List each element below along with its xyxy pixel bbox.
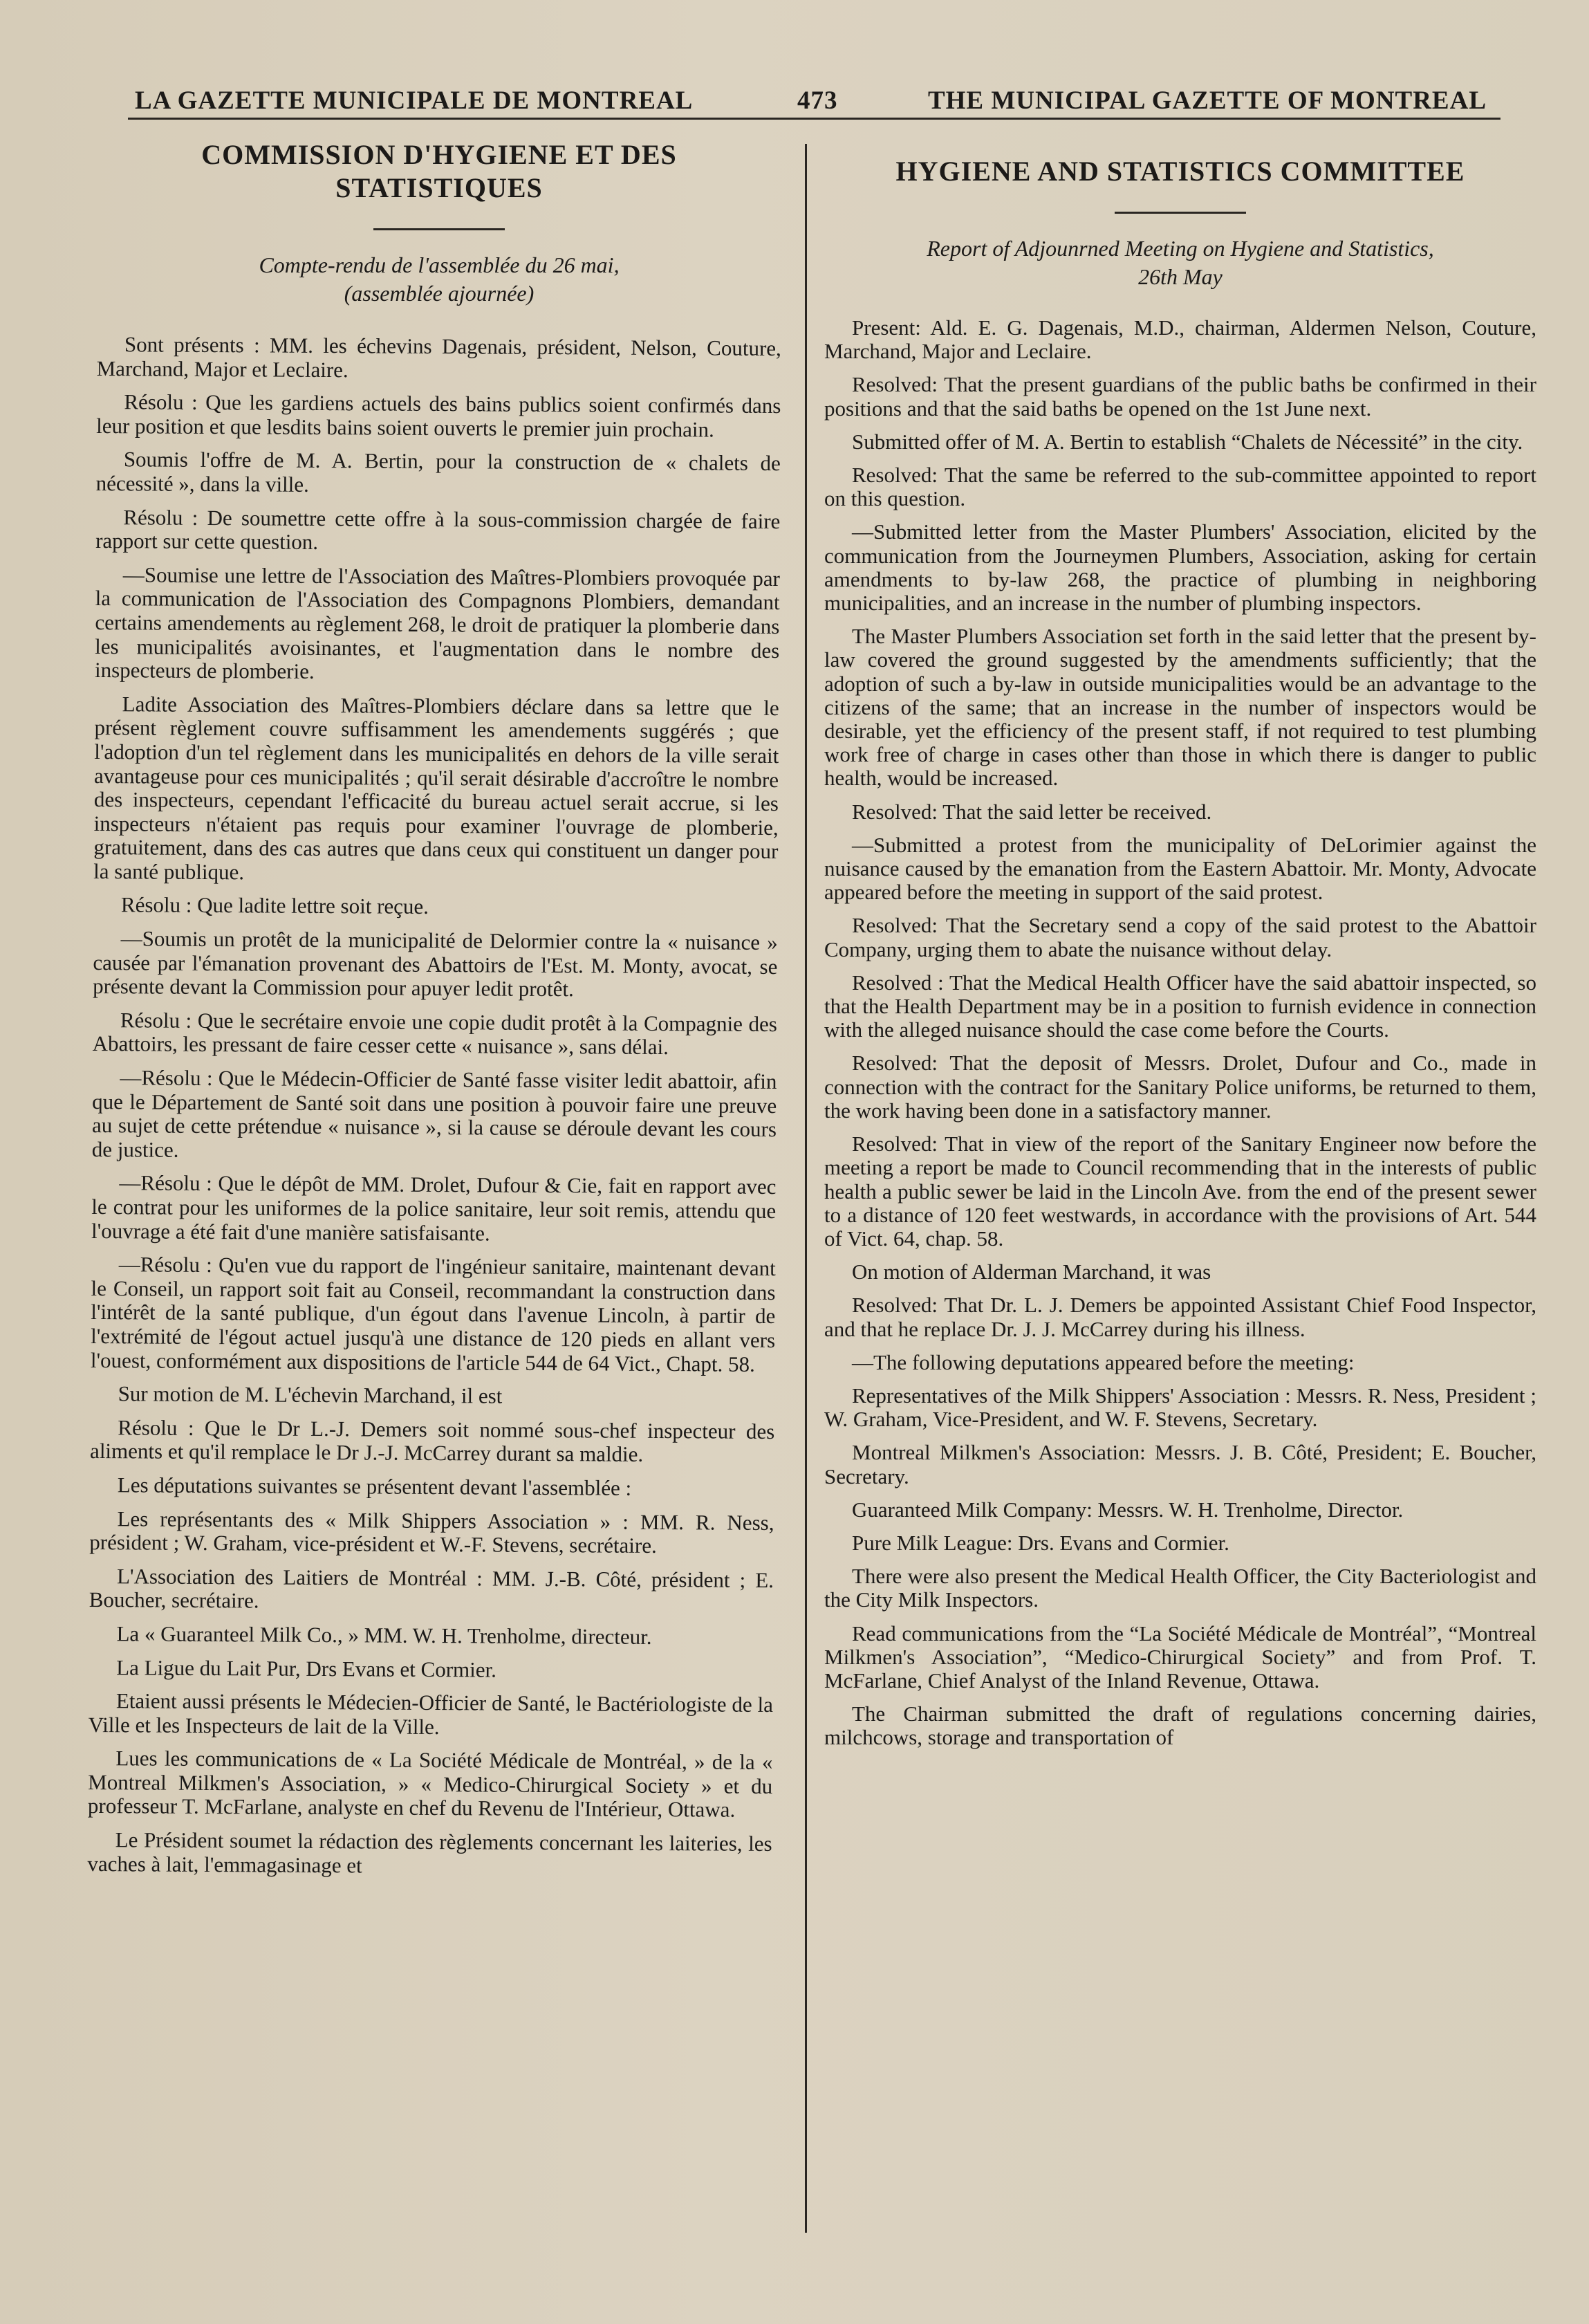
english-paragraph: —Submitted a protest from the municipality of DeLorimier against the nuisance caused by the emanation from the Eastern Abattoir. Mr. Monty, Advocate appeared before the meeting in support of the said protest. (824, 832, 1536, 905)
french-paragraph: Etaient aussi présents le Médecien-Officier de Santé, le Bactériologiste de la Ville et les Inspecteurs de lait de la Ville. (88, 1688, 774, 1739)
english-paragraph: There were also present the Medical Health Officer, the City Bacteriologist and the City Milk Inspectors. (824, 1564, 1536, 1612)
header-french-title: LA GAZETTE MUNICIPALE DE MONTREAL (135, 86, 694, 115)
english-column (824, 138, 1536, 1760)
french-subtitle-line: (assemblée ajournée) (344, 281, 535, 306)
french-paragraph: La Ligue du Lait Pur, Drs Evans et Cormier. (116, 1654, 497, 1682)
english-paragraph: Representatives of the Milk Shippers' Association : Messrs. R. Ness, President ; W. Graham, Vice-President, and W. F. Stevens, Secretary. (824, 1383, 1536, 1432)
english-paragraph: Present: Ald. E. G. Dagenais, M.D., chairman, Aldermen Nelson, Couture, Marchand, Major and Leclaire. (824, 315, 1536, 364)
english-subtitle-line: 26th May (1138, 264, 1223, 289)
french-paragraph: Soumis l'offre de M. A. Bertin, pour la construction de « chalets de nécessité », dans la ville. (95, 447, 781, 497)
english-body (824, 316, 1536, 1750)
header-rule (128, 118, 1500, 120)
french-paragraph: —Résolu : Qu'en vue du rapport de l'ingénieur sanitaire, maintenant devant le Conseil, un rapport soit fait au Conseil, recommandant la construction dans l'intérêt de la santé publique, d'un égout dans l'avenue Lincoln, à partir de l'extrémité de l'égout actuel jusqu'à une distance de 120 pieds en allant vers l'ouest, conformément aux dispositions de l'article 544 de 64 Vict., Chapt. 58. (90, 1252, 776, 1376)
french-heading-rule (373, 228, 505, 230)
french-paragraph: —Résolu : Que le dépôt de MM. Drolet, Dufour & Cie, fait en rapport avec le contrat pour les uniformes de la police sanitaire, leur soit remis, attendu que l'ouvrage a été fait d'une manière satisfaisante. (91, 1170, 777, 1246)
column-divider (805, 144, 807, 2233)
french-body (87, 333, 781, 1880)
english-heading-rule (1115, 212, 1246, 214)
french-paragraph: Le Président soumet la rédaction des règlements concernant les laiteries, les vaches à lait, l'emmagasinage et (87, 1827, 772, 1878)
french-paragraph: La « Guaranteel Milk Co., » MM. W. H. Trenholme, directeur. (116, 1621, 652, 1649)
french-paragraph: Résolu : Que les gardiens actuels des bains publics soient confirmés dans leur position et que lesdits bains soient ouverts le premier juin prochain. (96, 389, 781, 442)
french-paragraph: Lues les communications de « La Société Médicale de Montréal, » de la « Montreal Milkmen's Association, » « Medico-Chirurgical Society » et du professeur T. McFarlane, analyste en chef du Revenu de l'Intérieur, Ottawa. (87, 1746, 773, 1823)
french-paragraph: L'Association des Laitiers de Montréal : MM. J.-B. Côté, président ; E. Boucher, secrétaire. (89, 1563, 774, 1613)
english-paragraph: Guaranteed Milk Company: Messrs. W. H. Trenholme, Director. (852, 1497, 1404, 1522)
english-paragraph: The Chairman submitted the draft of regulations concerning dairies, milchcows, storage and transportation of (824, 1702, 1536, 1750)
english-paragraph: Montreal Milkmen's Association: Messrs. J. B. Côté, President; E. Boucher, Secretary. (824, 1440, 1536, 1488)
english-paragraph: Read communications from the “La Société Médicale de Montréal”, “Montreal Milkmen's Association”, “Medico-Chirurgical Society” and from Prof. T. McFarlane, Chief Analyst of the Inland Revenue, Ottawa. (824, 1621, 1536, 1693)
page-number: 473 (797, 86, 838, 115)
french-paragraph: Ladite Association des Maîtres-Plombiers déclare dans sa lettre que le présent règlement couvre suffisamment les amendements suggérés ; que l'adoption d'un tel règlement dans les municipalités en dehors de la ville serait avantageuse pour ces municipalités ; qu'il serait désirable d'accroître le nombre des inspecteurs, cependant l'efficacité du bureau actuel serait accrue, si les inspecteurs n'étaient pas requis pour examiner l'ouvrage de plomberie, gratuitement, dans des cas autres que dans ceux qui constituent un danger pour la santé publique. (93, 691, 779, 885)
english-paragraph: Resolved: That the Secretary send a copy of the said protest to the Abattoir Company, urging them to abate the nuisance without delay. (824, 913, 1536, 961)
english-paragraph: Resolved: That Dr. L. J. Demers be appointed Assistant Chief Food Inspector, and that he replace Dr. J. J. McCarrey during his illness. (824, 1293, 1536, 1341)
french-paragraph: —Soumis un protêt de la municipalité de Delormier contre la « nuisance » causée par l'émanation provenant des Abattoirs de l'Est. M. Monty, avocat, se présente devant la Commission pour apuyer ledit protêt. (93, 926, 778, 1002)
english-paragraph: —Submitted letter from the Master Plumbers' Association, elicited by the communication from the Journeymen Plumbers, Association, asking for certain amendments to by-law 268, the practice of plumbing in neighboring municipalities, and an increase in the number of plumbing inspectors. (824, 519, 1536, 616)
french-paragraph: Les députations suivantes se présentent devant l'assemblée : (117, 1473, 632, 1500)
french-paragraph: Résolu : Que le Dr L.-J. Demers soit nommé sous-chef inspecteur des aliments et qu'il remplace le Dr J.-J. McCarrey durant sa maldie. (90, 1414, 775, 1467)
english-paragraph: —The following deputations appeared before the meeting: (852, 1349, 1355, 1374)
english-paragraph: On motion of Alderman Marchand, it was (852, 1260, 1211, 1284)
english-heading-line: HYGIENE AND STATISTICS COMMITTEE (895, 156, 1465, 187)
english-paragraph: Pure Milk League: Drs. Evans and Cormier. (852, 1530, 1229, 1555)
french-heading-line: COMMISSION D'HYGIENE ET DES (201, 139, 677, 170)
english-subtitle-line: Report of Adjounrned Meeting on Hygiene and Statistics, (927, 236, 1434, 261)
english-heading (824, 155, 1536, 188)
french-paragraph: —Soumise une lettre de l'Association des Maîtres-Plombiers provoquée par la communication de l'Association des Compagnons Plombiers, demandant certains amendements au règlement 268, le droit de pratiquer la plomberie dans les municipalités avoisinantes, et l'augmentation dans le nombre des inspecteurs de plomberie. (94, 562, 780, 684)
french-subtitle (97, 251, 781, 308)
english-subtitle (824, 234, 1536, 291)
french-paragraph: Résolu : De soumettre cette offre à la sous-commission chargée de faire rapport sur cette question. (95, 504, 781, 555)
english-paragraph: Resolved: That the deposit of Messrs. Drolet, Dufour and Co., made in connection with the contract for the Sanitary Police uniforms, be returned to them, the work having been done in a satisfactory manner. (824, 1051, 1536, 1123)
french-heading (97, 138, 781, 205)
english-paragraph: Resolved: That the same be referred to the sub-committee appointed to report on this question. (824, 463, 1536, 511)
french-heading-line: STATISTIQUES (335, 172, 543, 203)
header-english-title: THE MUNICIPAL GAZETTE OF MONTREAL (927, 86, 1487, 115)
english-paragraph: Resolved : That the Medical Health Officer have the said abattoir inspected, so that the Health Department may be in a position to furnish evidence in connection with the alleged nuisance should the case come before the Courts. (824, 970, 1536, 1042)
french-paragraph: Résolu : Que le secrétaire envoie une copie dudit protêt à la Compagnie des Abattoirs, les pressant de faire cesser cette « nuisance », sans délai. (92, 1008, 778, 1060)
french-column (87, 138, 781, 1885)
french-paragraph: Sur motion de M. L'échevin Marchand, il est (118, 1381, 503, 1408)
english-paragraph: Resolved: That in view of the report of the Sanitary Engineer now before the meeting a report be made to Council recommending that in the interests of public health a public sewer be laid in the Lincoln Ave. from the end of the present sewer to a distance of 120 feet westwards, in accordance with the provisions of Art. 544 of Vict. 64, chap. 58. (824, 1132, 1536, 1251)
english-paragraph: Resolved: That the said letter be received. (852, 799, 1212, 824)
running-header (128, 82, 1500, 120)
french-paragraph: Résolu : Que ladite lettre soit reçue. (120, 892, 429, 919)
english-paragraph: The Master Plumbers Association set forth in the said letter that the present by-law covered the ground suggested by the amendments sufficiently; that the adoption of such a by-law in outside municipalities would be an advantage to the citizens of the same; that an increase in the number of inspectors would be desirable, yet the efficiency of the present staff, if not required to test plumbing work free of charge in cases other than those in which there is danger to public health, would be increased. (824, 624, 1536, 791)
english-paragraph: Submitted offer of M. A. Bertin to establish “Chalets de Nécessité” in the city. (852, 429, 1523, 454)
french-paragraph: Sont présents : MM. les échevins Dagenais, président, Nelson, Couture, Marchand, Major et Leclaire. (96, 332, 781, 382)
english-paragraph: Resolved: That the present guardians of the public baths be confirmed in their positions and that the said baths be opened on the 1st June next. (824, 372, 1536, 421)
french-paragraph: —Résolu : Que le Médecin-Officier de Santé fasse visiter ledit abattoir, afin que le Département de Santé soit dans une position à pouvoir faire une preuve au sujet de cette prétendue « nuisance », si la cause se déroule devant les cours de justice. (91, 1065, 777, 1162)
french-subtitle-line: Compte-rendu de l'assemblée du 26 mai, (259, 252, 620, 277)
french-paragraph: Les représentants des « Milk Shippers Association » : MM. R. Ness, président ; W. Graham, vice-président et W.-F. Stevens, secrétaire. (89, 1506, 774, 1558)
